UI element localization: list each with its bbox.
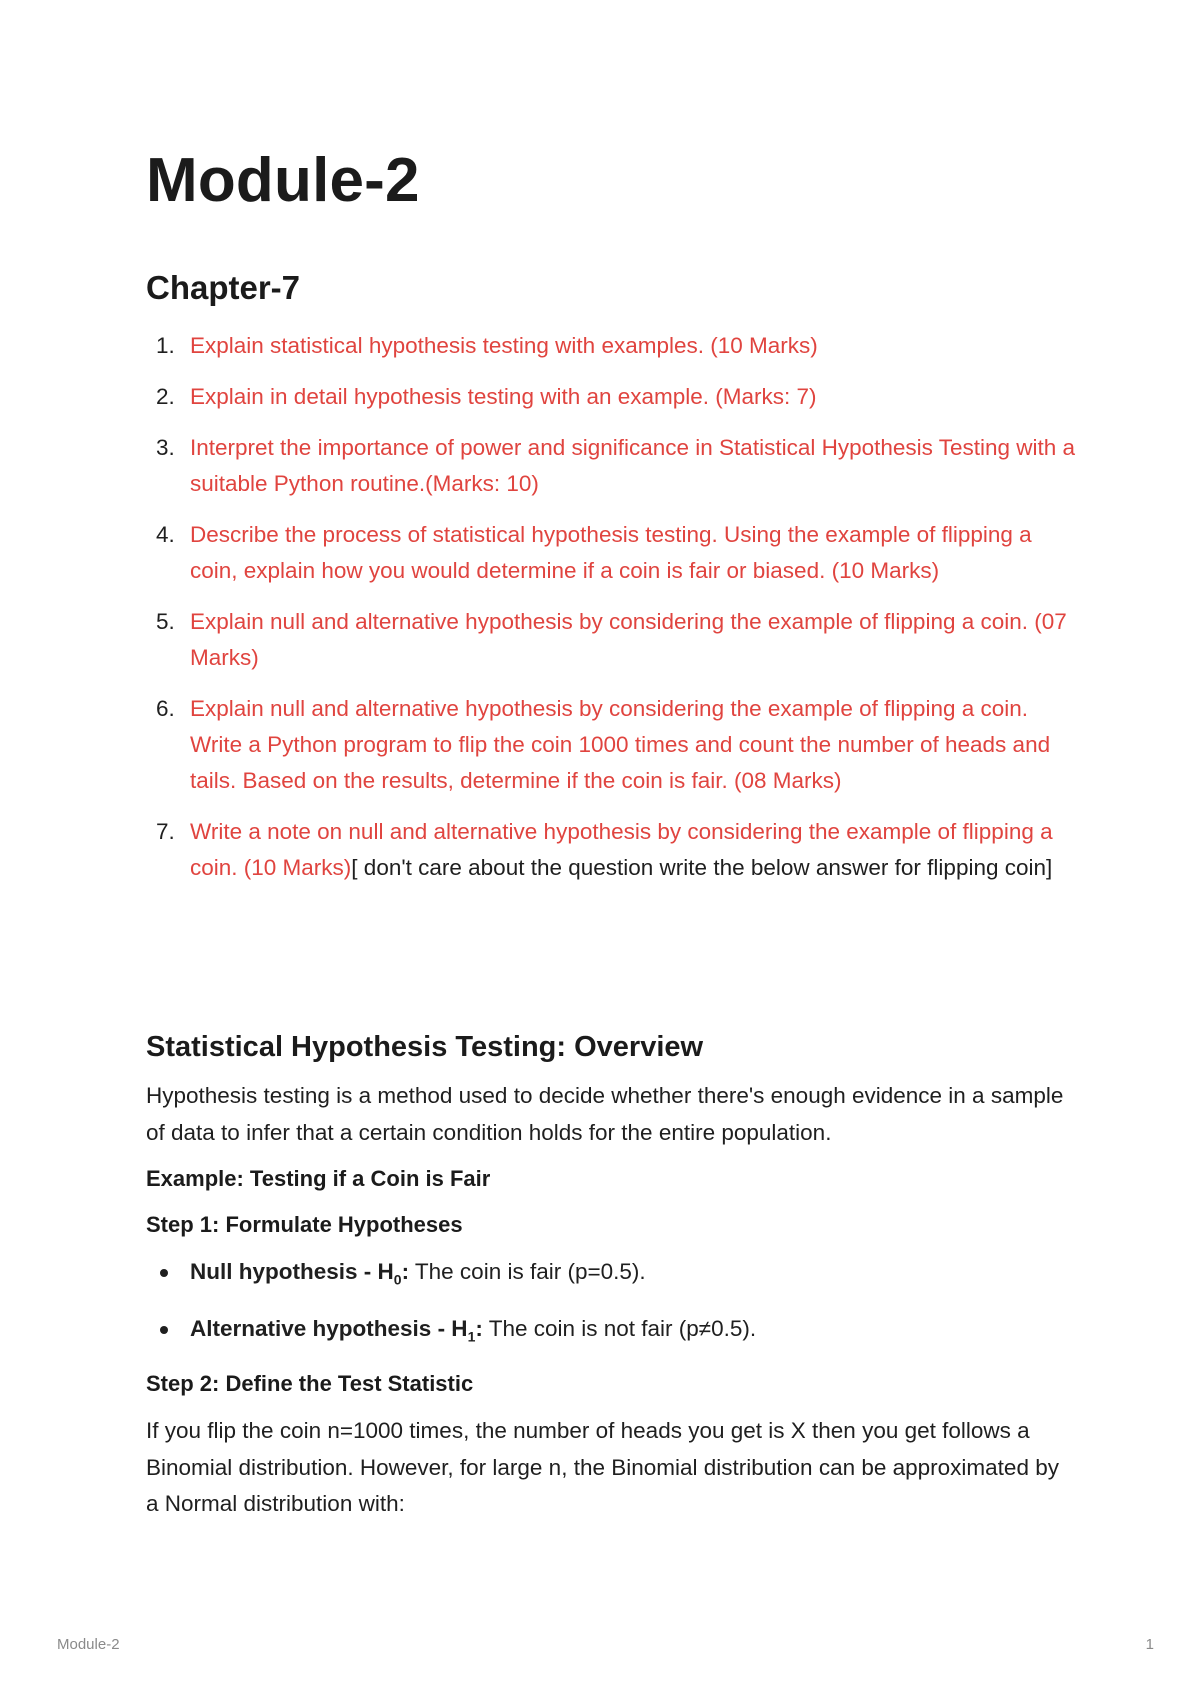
question-item xyxy=(146,379,1076,415)
hypothesis-text: The coin is not fair (p≠0.5). xyxy=(482,1315,757,1341)
question-item xyxy=(146,517,1076,589)
question-number: 4. xyxy=(156,522,175,547)
step2-heading: Step 2: Define the Test Statistic xyxy=(146,1371,474,1396)
question-text: Explain null and alternative hypothesis by considering the example of flipping a coin. (07 Marks) xyxy=(190,609,1067,670)
question-text: Explain statistical hypothesis testing with examples. (10 Marks) xyxy=(190,333,818,358)
page-title: Module-2 xyxy=(146,146,420,215)
question-number: 5. xyxy=(156,609,175,634)
footer-module-label: Module-2 xyxy=(57,1636,120,1653)
question-item xyxy=(146,814,1076,886)
question-number: 6. xyxy=(156,696,175,721)
step2-paragraph: If you flip the coin n=1000 times, the number of heads you get is X then you get follows a Binomial distribution. However, for large n, the Binomial distribution can be approximated by a Normal distribution with: xyxy=(146,1418,1059,1516)
hypothesis-item-alternative xyxy=(146,1311,1076,1355)
question-number: 1. xyxy=(156,333,175,358)
question-note: [ don't care about the question write the below answer for flipping coin] xyxy=(351,855,1053,880)
question-item xyxy=(146,430,1076,502)
step1-heading: Step 1: Formulate Hypotheses xyxy=(146,1212,463,1237)
question-item xyxy=(146,604,1076,676)
example-heading: Example: Testing if a Coin is Fair xyxy=(146,1166,491,1191)
question-item xyxy=(146,691,1076,799)
question-text: Write a note on null and alternative hypothesis by considering the example of flipping a coin. (10 Marks) xyxy=(190,819,1053,880)
hypothesis-text: The coin is fair (p=0.5). xyxy=(409,1259,646,1284)
chapter-heading: Chapter-7 xyxy=(146,269,301,306)
section-content xyxy=(146,1078,1076,1534)
intro-paragraph: Hypothesis testing is a method used to decide whether there's enough evidence in a sample of data to infer that a certain condition holds for the entire population. xyxy=(146,1083,1064,1145)
question-text: Explain in detail hypothesis testing with an example. (Marks: 7) xyxy=(190,384,817,409)
question-text: Describe the process of statistical hypothesis testing. Using the example of flipping a coin, explain how you would determine if a coin is fair or biased. (10 Marks) xyxy=(190,522,1032,583)
hypothesis-item-null xyxy=(146,1254,1076,1298)
section-heading: Statistical Hypothesis Testing: Overview xyxy=(146,1031,704,1063)
question-number: 3. xyxy=(156,435,175,460)
question-item xyxy=(146,328,1076,364)
question-number: 7. xyxy=(156,819,175,844)
bullet-icon xyxy=(160,1269,168,1277)
hypothesis-list xyxy=(146,1254,1076,1354)
question-text: Interpret the importance of power and significance in Statistical Hypothesis Testing with a suitable Python routine.(Marks: 10) xyxy=(190,435,1076,496)
page-number: 1 xyxy=(1145,1636,1154,1653)
hypothesis-label: Null hypothesis - $H_0$: xyxy=(190,1259,410,1288)
hypothesis-label: Alternative hypothesis - $H_1$: xyxy=(190,1315,483,1344)
question-text: Explain null and alternative hypothesis by considering the example of flipping a coin. Write a Python program to flip the coin 1000 times and count the number of heads and tails. Based on the results, determine if the coin is fair. (08 Marks) xyxy=(190,696,1051,793)
bullet-icon xyxy=(160,1326,168,1334)
question-list xyxy=(146,328,1076,901)
question-number: 2. xyxy=(156,384,175,409)
